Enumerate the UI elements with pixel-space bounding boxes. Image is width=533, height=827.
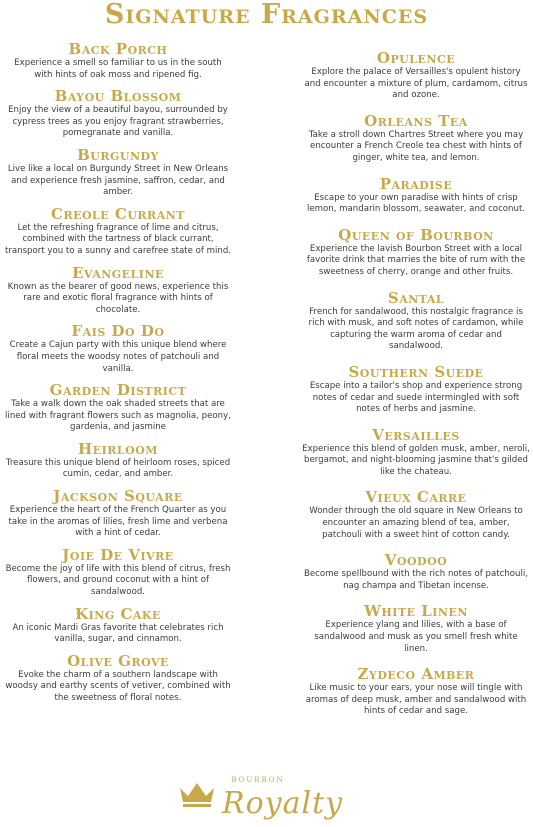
fragrance-description: Experience a smell so familiar to us in the south with hints of oak moss and ripened fig. [14, 58, 222, 80]
fragrance-name: Southern Suede [348, 362, 484, 381]
fragrance-item [302, 488, 530, 541]
fragrance-description: Live like a local on Burgundy Street in New Orleans and experience fresh jasmine, saffron, cedar, and amber. [7, 163, 229, 198]
fragrance-name: Vieux Carre [365, 488, 467, 507]
fragrance-description: French for sandalwood, this nostalgic fragrance is rich with musk, and soft notes of cardamon, while capturing the warm aroma of cedar and sandalwood. [308, 306, 524, 352]
fragrance-item [4, 146, 232, 199]
fragrance-item [4, 546, 232, 599]
fragrance-item [302, 551, 530, 592]
fragrance-item [4, 652, 232, 705]
fragrance-name: Jackson Square [53, 487, 183, 506]
fragrance-item [302, 602, 530, 655]
fragrance-item [4, 440, 232, 481]
fragrance-item [4, 322, 232, 375]
fragrance-name: Queen of Bourbon [338, 225, 494, 244]
left-column [4, 40, 232, 711]
fragrance-description: Enjoy the view of a beautiful bayou, surrounded by cypress trees as you enjoy fragrant strawberries, pomegranate and vanilla. [8, 105, 228, 139]
fragrance-item [302, 363, 530, 416]
fragrance-name: Fais Do Do [71, 322, 165, 341]
fragrance-name: Paradise [379, 174, 453, 193]
fragrance-description: Experience the heart of the French Quarter as you take in the aromas of lilies, fresh lime and verbena with a hint of cedar. [8, 505, 228, 539]
fragrance-item [4, 205, 232, 258]
fragrance-description: Escape to your own paradise with hints of crisp lemon, mandarin blossom, seawater, and coconut. [306, 192, 526, 215]
fragrance-description: Known as the bearer of good news, experience this rare and exotic floral fragrance with hints of chocolate. [7, 281, 229, 315]
fragrance-description: Become the joy of life with this blend of citrus, fresh flowers, and ground coconut with a hint of sandalwood. [5, 563, 231, 598]
fragrance-name: Voodoo [384, 551, 448, 570]
fragrance-name: Olive Grove [67, 651, 169, 670]
fragrance-description: Take a walk down the oak shaded streets that are lined with fragrant flowers such as magnolia, peony, gardenia, and jasmine [5, 399, 231, 433]
brand-small-text: BOURBON [231, 776, 285, 784]
brand-logo [178, 772, 358, 824]
fragrance-name: Versailles [372, 425, 460, 444]
fragrance-description: Escape into a tailor's shop and experience strong notes of cedar and suede intermingled with soft notes of herbs and jasmine. [309, 380, 523, 415]
fragrance-item [4, 40, 232, 81]
fragrance-item [302, 289, 530, 353]
fragrance-description: Evoke the charm of a southern landscape with woodsy and earthy scents of vetiver, combined with the sweetness of floral notes. [5, 669, 231, 703]
fragrance-description: An iconic Mardi Gras favorite that celebrates rich vanilla, sugar, and cinnamon. [12, 622, 224, 645]
fragrance-item [302, 226, 530, 279]
fragrance-item [302, 112, 530, 165]
fragrance-description: Experience the lavish Bourbon Street with a local favorite drink that marries the bite of rum with the sweetness of cherry, orange and other fruits. [306, 243, 526, 277]
fragrance-item [4, 487, 232, 540]
fragrance-description: Create a Cajun party with this unique blend where floral meets the woodsy notes of patchouli and vanilla. [9, 340, 227, 374]
fragrance-name: Santal [387, 288, 445, 307]
fragrance-description: Become spellbound with the rich notes of patchouli, nag champa and Tibetan incense. [303, 569, 529, 591]
fragrance-description: Experience ylang and lilies, with a base of sandalwood and musk as you smell fresh white linen. [314, 620, 518, 654]
fragrance-description: Explore the palace of Versailles's opulent history and encounter a mixture of plum, cardamom, citrus and ozone. [304, 67, 528, 101]
fragrance-item [302, 49, 530, 102]
fragrance-name: Creole Currant [51, 204, 185, 223]
fragrance-description: Take a stroll down Chartres Street where you may encounter a French Creole tea chest with hints of ginger, white tea, and lemon. [308, 129, 524, 163]
fragrance-name: Evangeline [72, 263, 164, 282]
fragrance-item [4, 381, 232, 434]
fragrance-item [302, 426, 530, 479]
fragrance-item [4, 605, 232, 646]
fragrance-name: Garden District [49, 381, 187, 400]
fragrance-item [4, 264, 232, 317]
fragrance-name: Burgundy [77, 145, 159, 164]
fragrance-description: Treasure this unique blend of heirloom roses, spiced cumin, cedar, and amber. [5, 457, 231, 480]
crown-icon [178, 780, 216, 808]
fragrance-name: Zydeco Amber [357, 665, 475, 684]
fragrance-description: Like music to your ears, your nose will tingle with aromas of deep musk, amber and sandalwood with hints of cedar and sage. [305, 683, 527, 717]
fragrance-name: Opulence [376, 49, 456, 67]
right-column [302, 49, 530, 728]
fragrance-name: Bayou Blossom [54, 87, 182, 106]
fragrance-name: King Cake [75, 604, 161, 623]
fragrance-description: Wonder through the old square in New Orleans to encounter an amazing blend of tea, amber, patchouli with a sweet hint of cotton candy. [309, 506, 523, 540]
fragrance-name: Heirloom [78, 439, 158, 458]
fragrance-name: Back Porch [68, 40, 168, 58]
fragrance-name: White Linen [364, 602, 468, 621]
fragrance-name: Joie De Vivre [62, 545, 174, 564]
fragrance-description: Let the refreshing fragrance of lime and citrus, combined with the tartness of black currant, transport you to a sunny and carefree state of mind. [4, 222, 232, 256]
fragrance-item [302, 175, 530, 216]
fragrance-item [4, 87, 232, 140]
fragrance-name: Orleans Tea [364, 111, 468, 130]
page-title: Signature Fragrances [104, 0, 429, 30]
fragrance-description: Experience this blend of golden musk, amber, neroli, bergamot, and night-blooming jasmine that's gilded like the chateau. [302, 443, 530, 477]
brand-script-text: Royalty [222, 786, 344, 821]
fragrance-item [302, 665, 530, 718]
